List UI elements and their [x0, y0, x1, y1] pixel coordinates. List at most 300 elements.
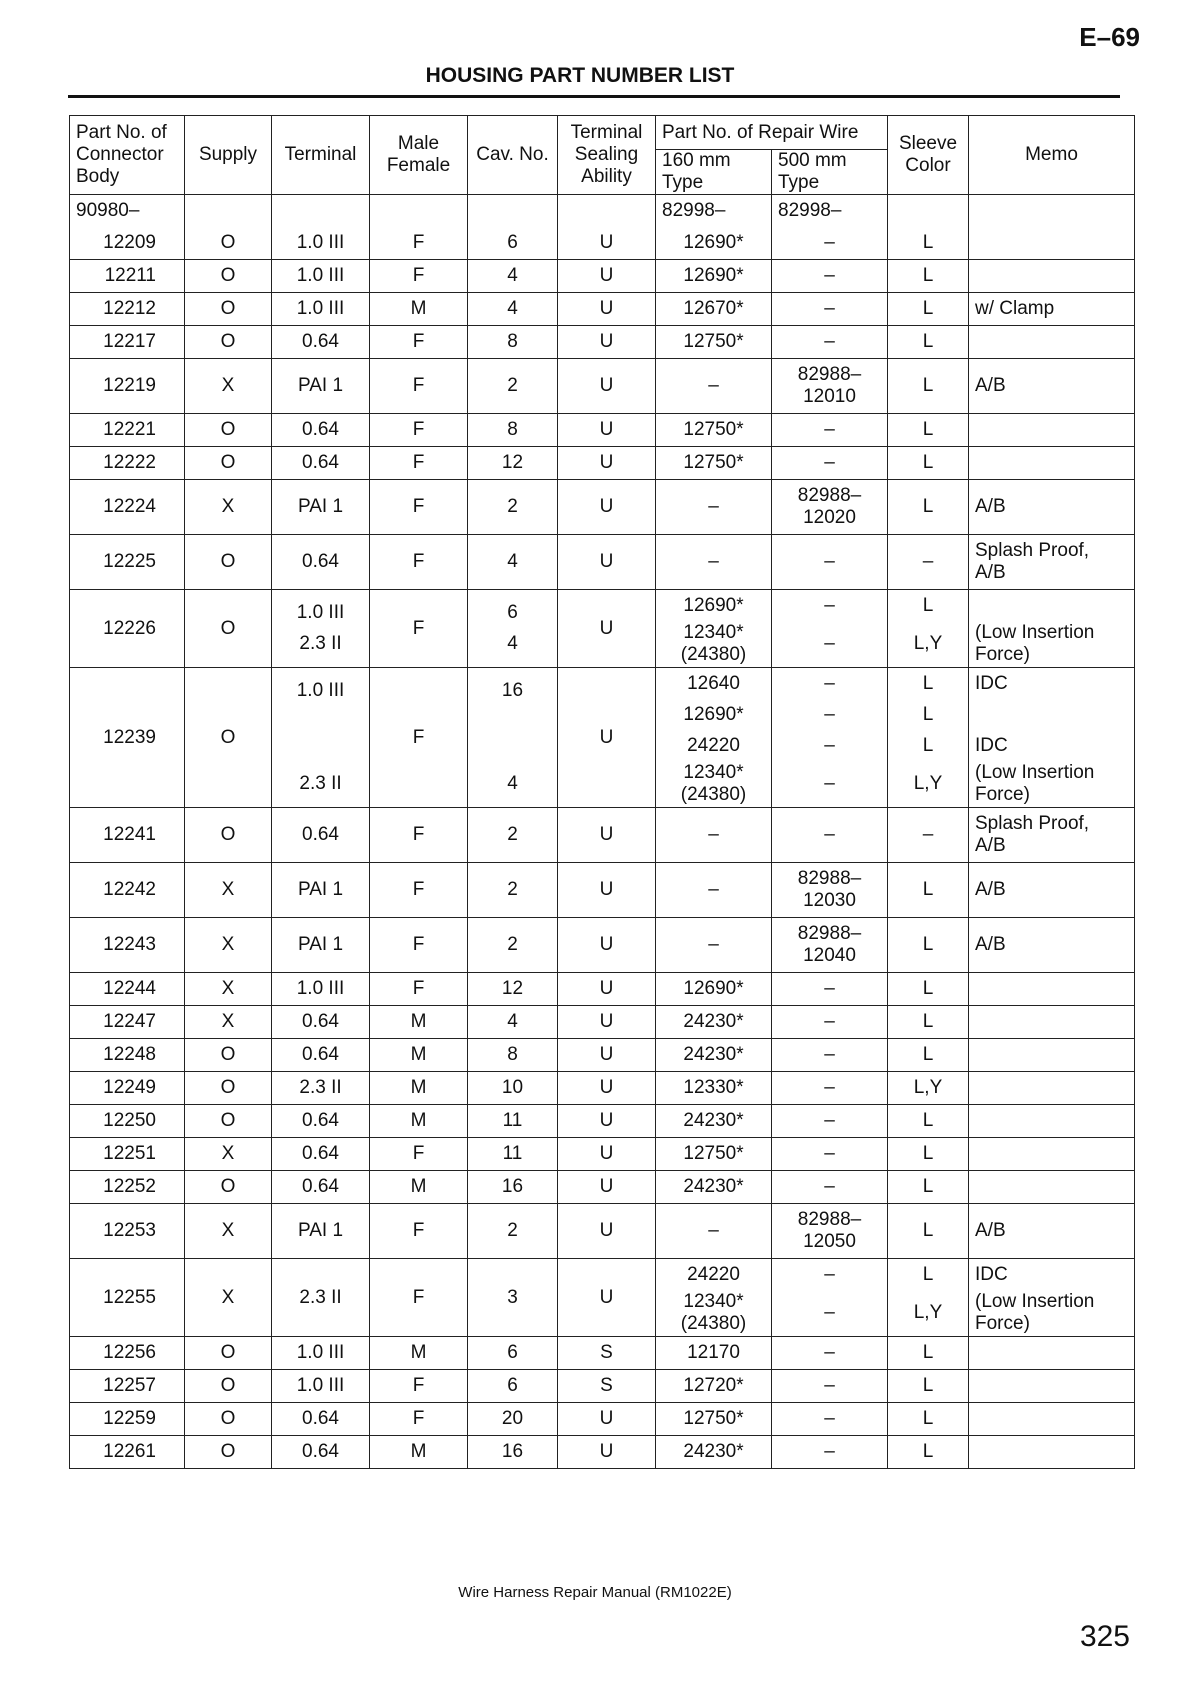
cell-memo: [969, 227, 1135, 260]
cell-terminal: 1.0 III: [272, 260, 370, 293]
cell-terminal: 0.64: [272, 535, 370, 590]
table-row: [70, 1171, 1135, 1204]
section-code: E–69: [1079, 22, 1140, 52]
cell-sleeve-color: L: [888, 414, 969, 447]
cell-memo: IDC: [969, 730, 1135, 761]
cell-part-no: 12252: [70, 1171, 185, 1204]
cell-sealing: U: [558, 414, 656, 447]
cell-part-no: 12211: [70, 260, 185, 293]
cell-wire-500: –: [772, 414, 888, 447]
cell-sleeve-color: L: [888, 359, 969, 414]
cell-sealing: U: [558, 260, 656, 293]
cell-cav-no: 12: [468, 973, 558, 1006]
cell-memo: A/B: [969, 359, 1135, 414]
cell-wire-500: –: [772, 668, 888, 700]
cell-wire-500: 82988– 12020: [772, 480, 888, 535]
cell-500mm-prefix: 82998–: [772, 195, 888, 228]
cell-memo: [969, 414, 1135, 447]
col-header-sleeve-color: Sleeve Color: [888, 116, 969, 195]
cell-sleeve-color: L: [888, 1006, 969, 1039]
cell-supply: O: [185, 590, 272, 668]
cell-sealing: U: [558, 1259, 656, 1337]
table-row: [70, 1370, 1135, 1403]
cell-male-female: F: [370, 918, 468, 973]
col-header-500mm: 500 mm Type: [772, 150, 888, 195]
cell-wire-160: 24230*: [656, 1105, 772, 1138]
col-header-part-no: Part No. of Connector Body: [70, 116, 185, 195]
cell-terminal: 0.64: [272, 1138, 370, 1171]
cell-sleeve-color: L: [888, 447, 969, 480]
cell-male-female: M: [370, 1171, 468, 1204]
cell-male-female: F: [370, 668, 468, 808]
cell-terminal: 0.64: [272, 1403, 370, 1436]
table-row: [70, 808, 1135, 863]
cell-terminal: 0.64: [272, 1436, 370, 1469]
cell-supply: O: [185, 1072, 272, 1105]
table-row: [70, 414, 1135, 447]
cell-terminal: PAI 1: [272, 918, 370, 973]
cell-wire-500: 82988– 12050: [772, 1204, 888, 1259]
cell-supply: O: [185, 808, 272, 863]
cell-wire-500: –: [772, 1337, 888, 1370]
col-header-cav-no: Cav. No.: [468, 116, 558, 195]
cell-part-no: 12209: [70, 227, 185, 260]
cell-memo: Splash Proof, A/B: [969, 808, 1135, 863]
cell-wire-500: –: [772, 535, 888, 590]
cell-supply: X: [185, 863, 272, 918]
cell-wire-500: –: [772, 1105, 888, 1138]
cell-part-prefix: 90980–: [70, 195, 185, 228]
cell-wire-500: 82988– 12030: [772, 863, 888, 918]
cell-sealing: U: [558, 227, 656, 260]
title-divider: [68, 95, 1120, 98]
cell-wire-160: 12640: [656, 668, 772, 700]
table-row: [70, 535, 1135, 590]
cell-wire-500: –: [772, 1072, 888, 1105]
cell-sleeve-color: L: [888, 1105, 969, 1138]
cell-sleeve-color: L: [888, 699, 969, 730]
cell-wire-160: –: [656, 480, 772, 535]
cell-wire-500: –: [772, 1436, 888, 1469]
cell-sleeve-color: L: [888, 260, 969, 293]
cell-wire-500: –: [772, 1403, 888, 1436]
cell-terminal: 0.64: [272, 447, 370, 480]
cell-wire-160: 12330*: [656, 1072, 772, 1105]
cell-sealing: U: [558, 1204, 656, 1259]
cell-sealing: U: [558, 1138, 656, 1171]
cell-cav-no: 16: [468, 1436, 558, 1469]
cell-wire-160: 12690*: [656, 227, 772, 260]
cav-value: 6: [507, 602, 518, 623]
cell-male-female: F: [370, 414, 468, 447]
cell-part-no: 12251: [70, 1138, 185, 1171]
cell-wire-500: –: [772, 973, 888, 1006]
cell-sleeve-color: L,Y: [888, 761, 969, 808]
cell-wire-500: –: [772, 1006, 888, 1039]
table-row: [70, 1204, 1135, 1259]
cell-cav-no: 8: [468, 414, 558, 447]
cell-sleeve-color: L: [888, 326, 969, 359]
prefix-row: [70, 195, 1135, 228]
table-row: [70, 447, 1135, 480]
table-row: [70, 326, 1135, 359]
cell-part-no: 12253: [70, 1204, 185, 1259]
cell-male-female: F: [370, 227, 468, 260]
cell-sleeve-color: L: [888, 1370, 969, 1403]
table-row: [70, 668, 1135, 700]
cell-terminal: 1.0 III: [272, 1337, 370, 1370]
cell-sealing: S: [558, 1337, 656, 1370]
table-row: [70, 1403, 1135, 1436]
cell-sealing: U: [558, 1006, 656, 1039]
cell-memo: [969, 1171, 1135, 1204]
cell-supply: X: [185, 359, 272, 414]
cell-supply: O: [185, 1171, 272, 1204]
cell-part-no: 12259: [70, 1403, 185, 1436]
cell-memo: IDC: [969, 1259, 1135, 1291]
table-row: [70, 863, 1135, 918]
cell-wire-500: 82988– 12040: [772, 918, 888, 973]
cell-memo: [969, 699, 1135, 730]
cell-supply: O: [185, 668, 272, 808]
cell-wire-160: 12720*: [656, 1370, 772, 1403]
cell-male-female: F: [370, 808, 468, 863]
cell-supply: X: [185, 918, 272, 973]
table-row: [70, 1337, 1135, 1370]
cell-part-no: 12247: [70, 1006, 185, 1039]
cell-supply: X: [185, 973, 272, 1006]
cell-terminal: 0.64: [272, 414, 370, 447]
cell-sleeve-color: L: [888, 590, 969, 622]
cell-supply: X: [185, 1138, 272, 1171]
cell-wire-500: –: [772, 730, 888, 761]
cell-part-no: 12244: [70, 973, 185, 1006]
cell-part-no: 12249: [70, 1072, 185, 1105]
cell-terminal: 1.0 III: [272, 973, 370, 1006]
cell-memo: w/ Clamp: [969, 293, 1135, 326]
cell-part-no: 12250: [70, 1105, 185, 1138]
cell-sleeve-color: L: [888, 1259, 969, 1291]
cell-supply: O: [185, 414, 272, 447]
cell-supply: O: [185, 1039, 272, 1072]
cell-wire-160: 24230*: [656, 1039, 772, 1072]
table-row: [70, 1072, 1135, 1105]
cell-wire-160: –: [656, 359, 772, 414]
cell-wire-500: –: [772, 1039, 888, 1072]
cell-sealing: U: [558, 1105, 656, 1138]
cell-wire-160: –: [656, 535, 772, 590]
cell-terminal: PAI 1: [272, 863, 370, 918]
cell-memo: [969, 260, 1135, 293]
cell-wire-160: 12340* (24380): [656, 1290, 772, 1337]
cell-terminal: 1.0 III: [272, 293, 370, 326]
cell-sleeve-color: L: [888, 1436, 969, 1469]
cell-part-no: 12224: [70, 480, 185, 535]
table-header: [70, 116, 1135, 195]
cell-cav-no: 2: [468, 808, 558, 863]
cell-part-no: 12226: [70, 590, 185, 668]
cell-cav-no: 20: [468, 1403, 558, 1436]
cell-terminal: 0.64: [272, 1105, 370, 1138]
cell-wire-500: –: [772, 260, 888, 293]
table-row: [70, 590, 1135, 622]
table-row: [70, 293, 1135, 326]
cell-wire-160: 12690*: [656, 260, 772, 293]
cell-memo: (Low Insertion Force): [969, 621, 1135, 668]
cell-sealing: U: [558, 1072, 656, 1105]
cell-part-no: 12257: [70, 1370, 185, 1403]
cell-part-no: 12222: [70, 447, 185, 480]
cell-male-female: M: [370, 1436, 468, 1469]
cell-sleeve-color: L: [888, 293, 969, 326]
cell-wire-500: –: [772, 1290, 888, 1337]
cell-wire-500: –: [772, 590, 888, 622]
cell-part-no: 12221: [70, 414, 185, 447]
cell-wire-160: 24220: [656, 730, 772, 761]
cell-wire-500: –: [772, 447, 888, 480]
cell-cav-no: 2: [468, 1204, 558, 1259]
cell-wire-160: 12690*: [656, 590, 772, 622]
cell-sealing: U: [558, 1171, 656, 1204]
cell-male-female: M: [370, 1006, 468, 1039]
table-row: [70, 1436, 1135, 1469]
cell-sleeve-color: L: [888, 668, 969, 700]
cell-part-no: 12219: [70, 359, 185, 414]
cell-sealing: S: [558, 1370, 656, 1403]
cell-sealing: U: [558, 359, 656, 414]
cell-cav-no: 6: [468, 1370, 558, 1403]
cell-sealing: U: [558, 480, 656, 535]
cell-sleeve-color: L,Y: [888, 1072, 969, 1105]
cell-cav-no: 10: [468, 1072, 558, 1105]
cell-part-no: 12242: [70, 863, 185, 918]
cell-cav-no: 4: [468, 260, 558, 293]
table-row: [70, 1039, 1135, 1072]
cell-part-no: 12248: [70, 1039, 185, 1072]
cell-memo: [969, 590, 1135, 622]
cell-male-female: F: [370, 1403, 468, 1436]
cell-wire-160: 12170: [656, 1337, 772, 1370]
cell-sealing: U: [558, 973, 656, 1006]
cell-wire-500: –: [772, 621, 888, 668]
cell-sleeve-color: L: [888, 730, 969, 761]
cell-sealing: U: [558, 918, 656, 973]
cell-memo: Splash Proof, A/B: [969, 535, 1135, 590]
table-row: [70, 260, 1135, 293]
cell-supply: O: [185, 227, 272, 260]
cell-terminal: PAI 1: [272, 359, 370, 414]
cell-cav-no: 2: [468, 863, 558, 918]
table-body: [70, 195, 1135, 1469]
cell-wire-160: –: [656, 918, 772, 973]
col-header-160mm: 160 mm Type: [656, 150, 772, 195]
cell-wire-500: –: [772, 1138, 888, 1171]
cell-memo: [969, 1370, 1135, 1403]
cell-male-female: M: [370, 1039, 468, 1072]
cell-terminal: 0.64: [272, 1171, 370, 1204]
cell-wire-160: 12750*: [656, 447, 772, 480]
cell-sealing: U: [558, 293, 656, 326]
cell-male-female: F: [370, 260, 468, 293]
housing-part-table: [69, 115, 1135, 1469]
cell-wire-160: 24230*: [656, 1171, 772, 1204]
cell-memo: A/B: [969, 1204, 1135, 1259]
cell-male-female: M: [370, 1072, 468, 1105]
cell-cav-no: 4: [468, 535, 558, 590]
cell-terminal: 0.64: [272, 808, 370, 863]
cell-terminal: 1.0 III: [272, 227, 370, 260]
cell-wire-160: 24230*: [656, 1006, 772, 1039]
cell-memo: IDC: [969, 668, 1135, 700]
cell-cav-no: 8: [468, 326, 558, 359]
cell-part-no: 12241: [70, 808, 185, 863]
cell-wire-160: 12690*: [656, 699, 772, 730]
cell-memo: [969, 1138, 1135, 1171]
cell-cav-no: 11: [468, 1138, 558, 1171]
cell-sleeve-color: L,Y: [888, 621, 969, 668]
cell-part-no: 12256: [70, 1337, 185, 1370]
cell-wire-160: 12750*: [656, 326, 772, 359]
cell-cav-no: 6: [468, 1337, 558, 1370]
cell-sleeve-color: –: [888, 535, 969, 590]
cell-part-no: 12243: [70, 918, 185, 973]
footer-manual-title: Wire Harness Repair Manual (RM1022E): [458, 1584, 732, 1601]
cell-sleeve-color: L: [888, 1039, 969, 1072]
page-number: 325: [1079, 1620, 1130, 1653]
cell-part-no: 12255: [70, 1259, 185, 1337]
cell-terminal: 2.3 II: [272, 1072, 370, 1105]
cell-memo: [969, 1072, 1135, 1105]
cell-terminal: PAI 1: [272, 480, 370, 535]
cell-sealing: U: [558, 590, 656, 668]
cell-cav-no: 6: [468, 227, 558, 260]
cell-sealing: U: [558, 447, 656, 480]
cell-supply: X: [185, 1006, 272, 1039]
cell-memo: [969, 1436, 1135, 1469]
cell-cav-no: 3: [468, 1259, 558, 1337]
cell-part-no: 12212: [70, 293, 185, 326]
cell-wire-160: 12340* (24380): [656, 621, 772, 668]
table-row: [70, 1259, 1135, 1291]
cell-terminal: [272, 668, 370, 808]
cell-cav-no: 4: [468, 1006, 558, 1039]
cell-male-female: M: [370, 293, 468, 326]
cell-supply: X: [185, 1259, 272, 1337]
cell-male-female: F: [370, 535, 468, 590]
cell-wire-500: –: [772, 761, 888, 808]
table-row: [70, 227, 1135, 260]
table-row: [70, 359, 1135, 414]
cell-supply: O: [185, 1337, 272, 1370]
cav-value: 16: [501, 680, 524, 701]
terminal-value: 2.3 II: [299, 633, 342, 654]
cell-supply: X: [185, 480, 272, 535]
cell-male-female: F: [370, 447, 468, 480]
cell-sleeve-color: L: [888, 918, 969, 973]
cell-sleeve-color: L: [888, 1403, 969, 1436]
cell-supply: O: [185, 447, 272, 480]
table-row: [70, 1138, 1135, 1171]
cell-terminal: 2.3 II: [272, 1259, 370, 1337]
cell-memo: (Low Insertion Force): [969, 1290, 1135, 1337]
cell-wire-160: 24220: [656, 1259, 772, 1291]
cell-male-female: F: [370, 1370, 468, 1403]
cell-wire-160: 24230*: [656, 1436, 772, 1469]
cell-wire-500: –: [772, 1259, 888, 1291]
cell-memo: [969, 447, 1135, 480]
cav-value: 4: [507, 773, 518, 794]
terminal-value: 1.0 III: [296, 680, 345, 701]
cell-160mm-prefix: 82998–: [656, 195, 772, 228]
cell-memo: [969, 1403, 1135, 1436]
terminal-value: 2.3 II: [299, 773, 342, 794]
cell-sleeve-color: L: [888, 1204, 969, 1259]
cell-sleeve-color: L: [888, 863, 969, 918]
cell-sleeve-color: L,Y: [888, 1290, 969, 1337]
cell-memo: [969, 1006, 1135, 1039]
cell-male-female: F: [370, 359, 468, 414]
cell-supply: O: [185, 1403, 272, 1436]
cell-memo: A/B: [969, 918, 1135, 973]
cell-cav-no: 2: [468, 359, 558, 414]
cell-sealing: U: [558, 1039, 656, 1072]
cell-terminal: 0.64: [272, 1006, 370, 1039]
cell-sleeve-color: L: [888, 973, 969, 1006]
col-header-terminal: Terminal: [272, 116, 370, 195]
cell-wire-160: –: [656, 1204, 772, 1259]
cell-male-female: M: [370, 1337, 468, 1370]
col-header-memo: Memo: [969, 116, 1135, 195]
cell-wire-500: –: [772, 1370, 888, 1403]
cell-part-no: 12261: [70, 1436, 185, 1469]
cell-terminal: [272, 590, 370, 668]
cell-supply: O: [185, 260, 272, 293]
cell-male-female: F: [370, 590, 468, 668]
cell-cav-no: 2: [468, 480, 558, 535]
cell-sealing: U: [558, 808, 656, 863]
cell-wire-500: –: [772, 293, 888, 326]
cell-sleeve-color: L: [888, 1138, 969, 1171]
cell-memo: [969, 973, 1135, 1006]
cell-sleeve-color: L: [888, 480, 969, 535]
table-row: [70, 1105, 1135, 1138]
cell-sleeve-color: L: [888, 1171, 969, 1204]
cell-supply: O: [185, 535, 272, 590]
cell-wire-500: –: [772, 326, 888, 359]
table-row: [70, 973, 1135, 1006]
cell-cav-no: [468, 590, 558, 668]
cell-male-female: F: [370, 480, 468, 535]
cell-memo: [969, 1337, 1135, 1370]
cell-male-female: F: [370, 863, 468, 918]
cell-male-female: F: [370, 973, 468, 1006]
cell-wire-160: –: [656, 808, 772, 863]
cell-cav-no: 8: [468, 1039, 558, 1072]
cell-supply: O: [185, 326, 272, 359]
cell-wire-500: 82988– 12010: [772, 359, 888, 414]
cell-wire-160: 12670*: [656, 293, 772, 326]
cell-wire-160: 12690*: [656, 973, 772, 1006]
table-row: [70, 480, 1135, 535]
cav-value: 4: [507, 633, 518, 654]
cell-sealing: U: [558, 863, 656, 918]
cell-memo: (Low Insertion Force): [969, 761, 1135, 808]
cell-sleeve-color: L: [888, 1337, 969, 1370]
cell-sealing: U: [558, 1403, 656, 1436]
cell-terminal: 1.0 III: [272, 1370, 370, 1403]
cell-sealing: U: [558, 1436, 656, 1469]
cell-memo: [969, 1039, 1135, 1072]
